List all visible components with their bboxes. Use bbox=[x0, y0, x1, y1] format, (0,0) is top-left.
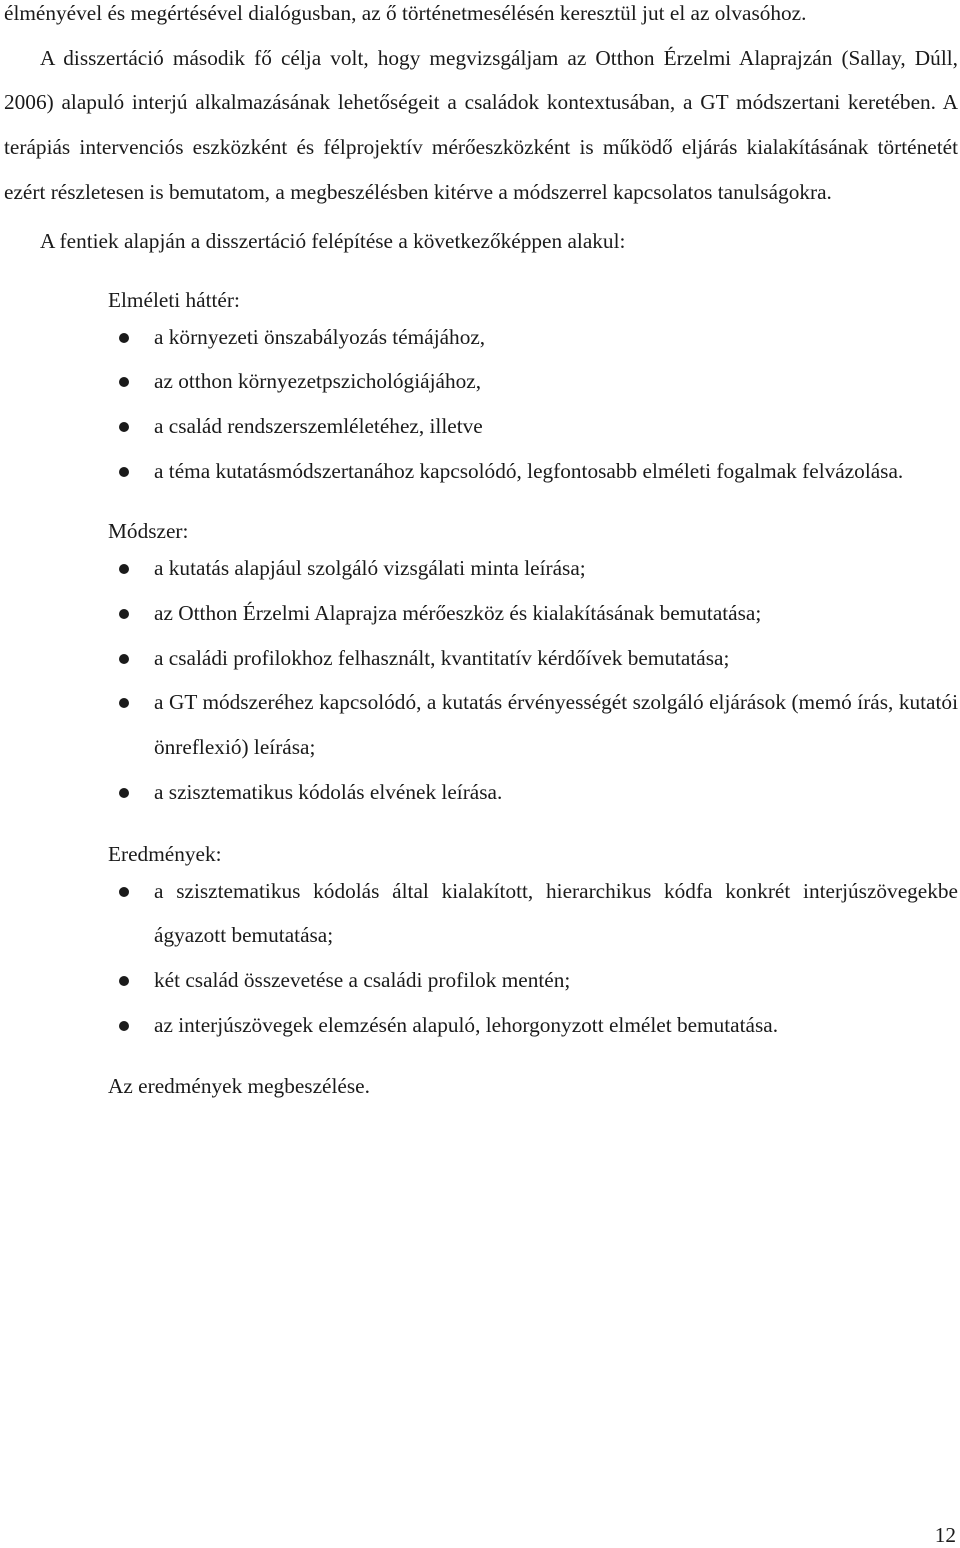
document-page bbox=[4, 0, 958, 1101]
bullet-icon bbox=[119, 422, 129, 432]
list-item: két család összevetése a családi profilok mentén; bbox=[4, 958, 958, 1003]
paragraph-structure-intro: A fentiek alapján a disszertáció felépítése a következőképpen alakul: bbox=[40, 228, 626, 253]
list-item: a család rendszerszemléletéhez, illetve bbox=[4, 404, 958, 449]
paragraph-second-aim: A disszertáció második fő célja volt, hogy megvizsgáljam az Otthon Érzelmi Alaprajzán (Sallay, Dúll, 2006) alapuló interjú alkalmazásának lehetőségeit a családok kontextusában, a GT módszertani keretében. A terápiás intervenciós eszközként és félprojektív mérőeszközként is működő eljárás kialakításának történetét ezért részletesen is bemutatom, a megbeszélésben kitérve a módszerrel kapcsolatos tanulságokra. bbox=[4, 45, 958, 204]
bullet-icon bbox=[119, 564, 129, 574]
page-number: 12 bbox=[934, 1523, 956, 1547]
bullet-icon bbox=[119, 1021, 129, 1031]
section-heading-theory: Elméleti háttér: bbox=[108, 287, 240, 312]
bullet-icon bbox=[119, 654, 129, 664]
list-item: a szisztematikus kódolás által kialakított, hierarchikus kódfa konkrét interjúszövegekbe ágyazott bemutatása; bbox=[4, 869, 958, 958]
list-item: az otthon környezetpszichológiájához, bbox=[4, 359, 958, 404]
closing-line: Az eredmények megbeszélése. bbox=[108, 1074, 370, 1099]
section-heading-results: Eredmények: bbox=[108, 841, 222, 866]
list-item: az interjúszövegek elemzésén alapuló, lehorgonyzott elmélet bemutatása. bbox=[4, 1003, 958, 1048]
bullet-list-method bbox=[4, 546, 958, 814]
bullet-icon bbox=[119, 698, 129, 708]
bullet-icon bbox=[119, 788, 129, 798]
list-item: a téma kutatásmódszertanához kapcsolódó, legfontosabb elméleti fogalmak felvázolása. bbox=[4, 449, 958, 494]
bullet-icon bbox=[119, 887, 129, 897]
list-item: a családi profilokhoz felhasznált, kvantitatív kérdőívek bemutatása; bbox=[4, 636, 958, 681]
bullet-list-results bbox=[4, 869, 958, 1048]
section-heading-method: Módszer: bbox=[108, 519, 189, 544]
bullet-icon bbox=[119, 333, 129, 343]
bullet-list-theory bbox=[4, 315, 958, 494]
bullet-icon bbox=[119, 467, 129, 477]
list-item: a szisztematikus kódolás elvének leírása. bbox=[4, 770, 958, 815]
list-item: a GT módszeréhez kapcsolódó, a kutatás érvényességét szolgáló eljárások (memó írás, kutatói önreflexió) leírása; bbox=[4, 680, 958, 769]
bullet-icon bbox=[119, 976, 129, 986]
paragraph-continuation: élményével és megértésével dialógusban, az ő történetmesélésén keresztül jut el az olvasóhoz. bbox=[4, 1, 807, 25]
bullet-icon bbox=[119, 377, 129, 387]
list-item: a kutatás alapjául szolgáló vizsgálati minta leírása; bbox=[4, 546, 958, 591]
bullet-icon bbox=[119, 609, 129, 619]
list-item: az Otthon Érzelmi Alaprajza mérőeszköz és kialakításának bemutatása; bbox=[4, 591, 958, 636]
list-item: a környezeti önszabályozás témájához, bbox=[4, 315, 958, 360]
